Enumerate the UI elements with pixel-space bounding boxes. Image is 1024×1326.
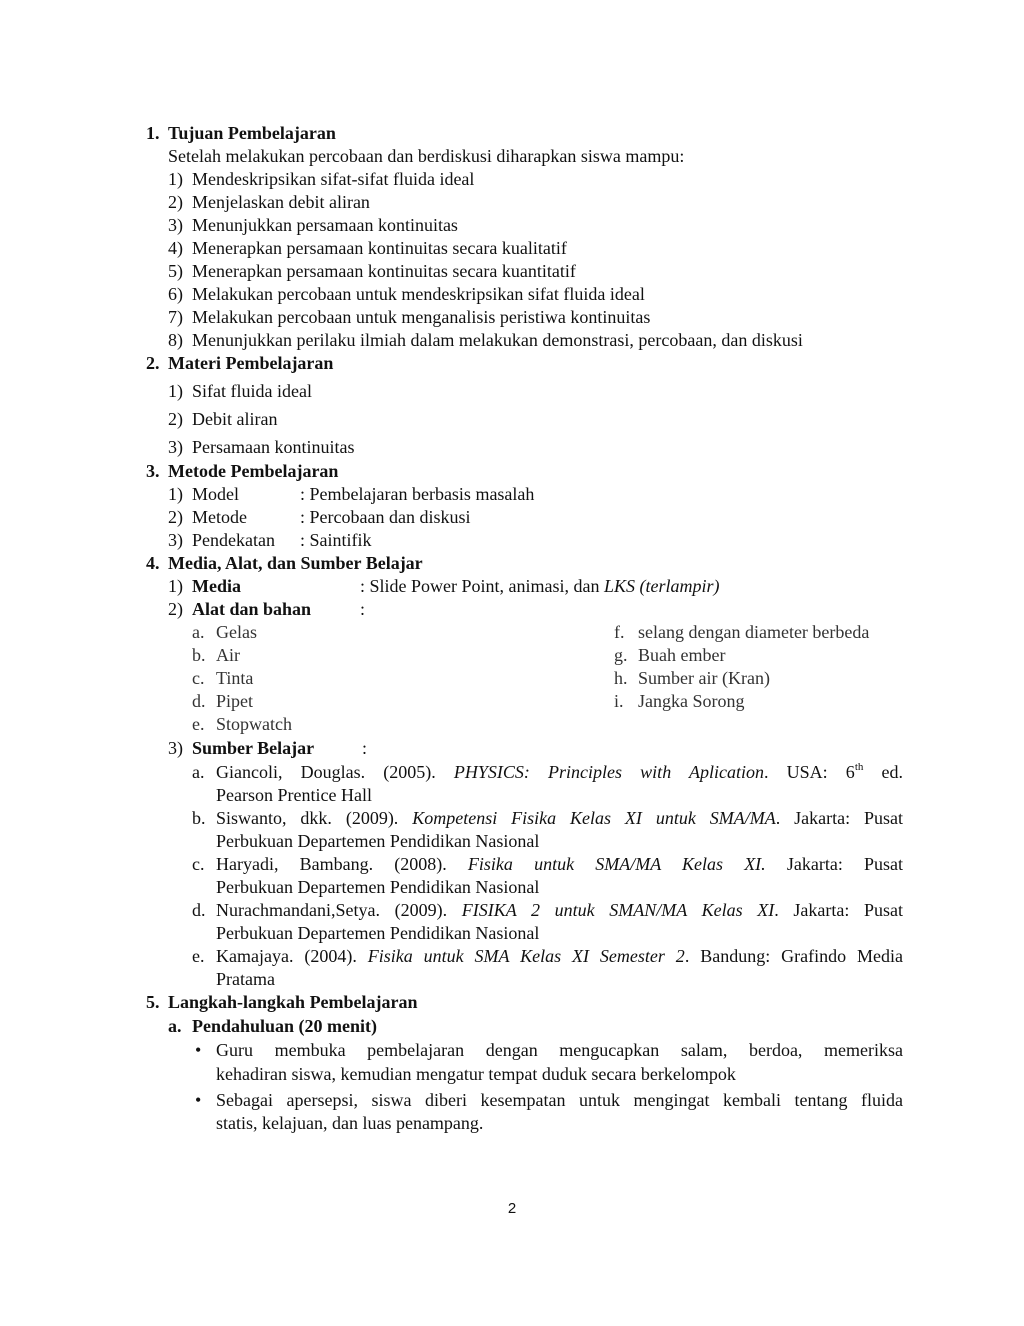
section-1-number: 1. <box>146 123 160 143</box>
tools-colon: : <box>360 599 366 619</box>
reference-line-2: Perbukuan Departemen Pendidikan Nasional <box>216 923 540 943</box>
reference-title: Fisika untuk SMA Kelas XI Semester 2 <box>367 946 685 966</box>
reference-letter: a. <box>192 762 205 782</box>
section-3-title: Metode Pembelajaran <box>168 461 339 481</box>
tool-item: Pipet <box>216 691 254 711</box>
list-item-number: 7) <box>168 307 183 327</box>
tool-letter: d. <box>192 691 206 711</box>
list-item-number: 4) <box>168 238 183 258</box>
list-item-number: 5) <box>168 261 183 281</box>
list-item: Menunjukkan perilaku ilmiah dalam melakukan demonstrasi, percobaan, dan diskusi <box>192 330 803 350</box>
reference-line-1: Giancoli, Douglas. (2005). PHYSICS: Principles with Aplication. USA: 6th ed. <box>216 761 904 782</box>
sources-colon: : <box>362 738 368 758</box>
bullet-line-2: statis, kelajuan, dan luas penampang. <box>216 1113 484 1133</box>
list-item-number: 1) <box>168 381 183 401</box>
list-item-number: 3) <box>168 738 183 758</box>
reference-line-1: Kamajaya. (2004). Fisika untuk SMA Kelas XI Semester 2. Bandung: Grafindo Media <box>216 946 903 966</box>
method-key: Metode <box>192 507 247 527</box>
media-value-italic: LKS (terlampir) <box>603 576 720 596</box>
tool-item: Jangka Sorong <box>638 691 745 711</box>
section-1-intro: Setelah melakukan percobaan dan berdiskusi diharapkan siswa mampu: <box>168 146 685 166</box>
reference-title: PHYSICS: Principles with Aplication <box>453 762 764 782</box>
tool-letter: c. <box>192 668 205 688</box>
reference-letter: e. <box>192 946 205 966</box>
section-1-title: Tujuan Pembelajaran <box>168 123 336 143</box>
list-item-number: 1) <box>168 169 183 189</box>
media-key: Media <box>192 576 241 596</box>
section-2-title: Materi Pembelajaran <box>168 353 334 373</box>
method-value: : Percobaan dan diskusi <box>300 507 471 527</box>
subsection-letter: a. <box>168 1016 182 1036</box>
list-item: Sifat fluida ideal <box>192 381 312 401</box>
reference-title: Fisika untuk SMA/MA Kelas XI. <box>467 854 766 874</box>
section-4-number: 4. <box>146 553 160 573</box>
tool-letter: i. <box>614 691 624 711</box>
list-item: Menerapkan persamaan kontinuitas secara kualitatif <box>192 238 567 258</box>
tools-key: Alat dan bahan <box>192 599 312 619</box>
reference-line-1: Nurachmandani,Setya. (2009). FISIKA 2 untuk SMAN/MA Kelas XI. Jakarta: Pusat <box>216 900 903 920</box>
section-5-number: 5. <box>146 992 160 1012</box>
tool-letter: a. <box>192 622 205 642</box>
list-item-number: 1) <box>168 484 183 504</box>
bullet-icon: • <box>195 1090 202 1110</box>
list-item: Mendeskripsikan sifat-sifat fluida ideal <box>192 169 475 189</box>
list-item-number: 1) <box>168 576 183 596</box>
tool-item: Buah ember <box>638 645 726 665</box>
method-value: : Saintifik <box>300 530 372 550</box>
tool-letter: g. <box>614 645 628 665</box>
tool-letter: f. <box>614 622 625 642</box>
list-item: Persamaan kontinuitas <box>192 437 355 457</box>
tool-item: Stopwatch <box>216 714 292 734</box>
method-value: : Pembelajaran berbasis masalah <box>300 484 535 504</box>
media-value: : Slide Power Point, animasi, dan LKS (terlampir) <box>360 576 720 596</box>
bullet-line-2: kehadiran siswa, kemudian mengatur tempat duduk secara berkelompok <box>216 1064 736 1084</box>
tool-letter: b. <box>192 645 206 665</box>
reference-line-1: Siswanto, dkk. (2009). Kompetensi Fisika Kelas XI untuk SMA/MA. Jakarta: Pusat <box>216 808 903 828</box>
bullet-line-1: Guru membuka pembelajaran dengan mengucapkan salam, berdoa, memeriksa <box>216 1040 903 1060</box>
tool-letter: e. <box>192 714 205 734</box>
list-item: Menjelaskan debit aliran <box>192 192 370 212</box>
section-4-title: Media, Alat, dan Sumber Belajar <box>168 553 423 573</box>
reference-title: Kompetensi Fisika Kelas XI untuk SMA/MA <box>412 808 776 828</box>
tool-item: Tinta <box>216 668 254 688</box>
section-2-number: 2. <box>146 353 160 373</box>
reference-letter: c. <box>192 854 205 874</box>
sources-key: Sumber Belajar <box>192 738 315 758</box>
list-item: Melakukan percobaan untuk mendeskripsikan sifat fluida ideal <box>192 284 645 304</box>
tool-item: selang dengan diameter berbeda <box>638 622 870 642</box>
section-3-number: 3. <box>146 461 160 481</box>
list-item: Menunjukkan persamaan kontinuitas <box>192 215 458 235</box>
list-item-number: 2) <box>168 192 183 212</box>
tool-item: Gelas <box>216 622 257 642</box>
tool-item: Air <box>216 645 240 665</box>
list-item: Debit aliran <box>192 409 278 429</box>
reference-title: FISIKA 2 untuk SMAN/MA Kelas XI <box>461 900 775 920</box>
list-item: Menerapkan persamaan kontinuitas secara kuantitatif <box>192 261 576 281</box>
list-item-number: 3) <box>168 530 183 550</box>
list-item: Melakukan percobaan untuk menganalisis peristiwa kontinuitas <box>192 307 651 327</box>
list-item-number: 6) <box>168 284 183 304</box>
reference-line-2: Pearson Prentice Hall <box>216 785 372 805</box>
section-5-title: Langkah-langkah Pembelajaran <box>168 992 418 1012</box>
bullet-icon: • <box>195 1040 202 1060</box>
list-item-number: 3) <box>168 215 183 235</box>
list-item-number: 2) <box>168 409 183 429</box>
reference-letter: d. <box>192 900 206 920</box>
reference-line-2: Perbukuan Departemen Pendidikan Nasional <box>216 831 540 851</box>
tool-item: Sumber air (Kran) <box>638 668 770 688</box>
list-item-number: 8) <box>168 330 183 350</box>
reference-letter: b. <box>192 808 206 828</box>
subsection-title: Pendahuluan (20 menit) <box>192 1016 378 1036</box>
method-key: Model <box>192 484 239 504</box>
reference-line-2: Pratama <box>216 969 275 989</box>
page-number: 2 <box>507 1200 517 1217</box>
list-item-number: 3) <box>168 437 183 457</box>
bullet-line-1: Sebagai apersepsi, siswa diberi kesempatan untuk mengingat kembali tentang fluida <box>216 1090 903 1110</box>
method-key: Pendekatan <box>192 530 275 550</box>
reference-line-1: Haryadi, Bambang. (2008). Fisika untuk SMA/MA Kelas XI. Jakarta: Pusat <box>216 854 903 874</box>
tool-letter: h. <box>614 668 628 688</box>
list-item-number: 2) <box>168 599 183 619</box>
list-item-number: 2) <box>168 507 183 527</box>
reference-line-2: Perbukuan Departemen Pendidikan Nasional <box>216 877 540 897</box>
